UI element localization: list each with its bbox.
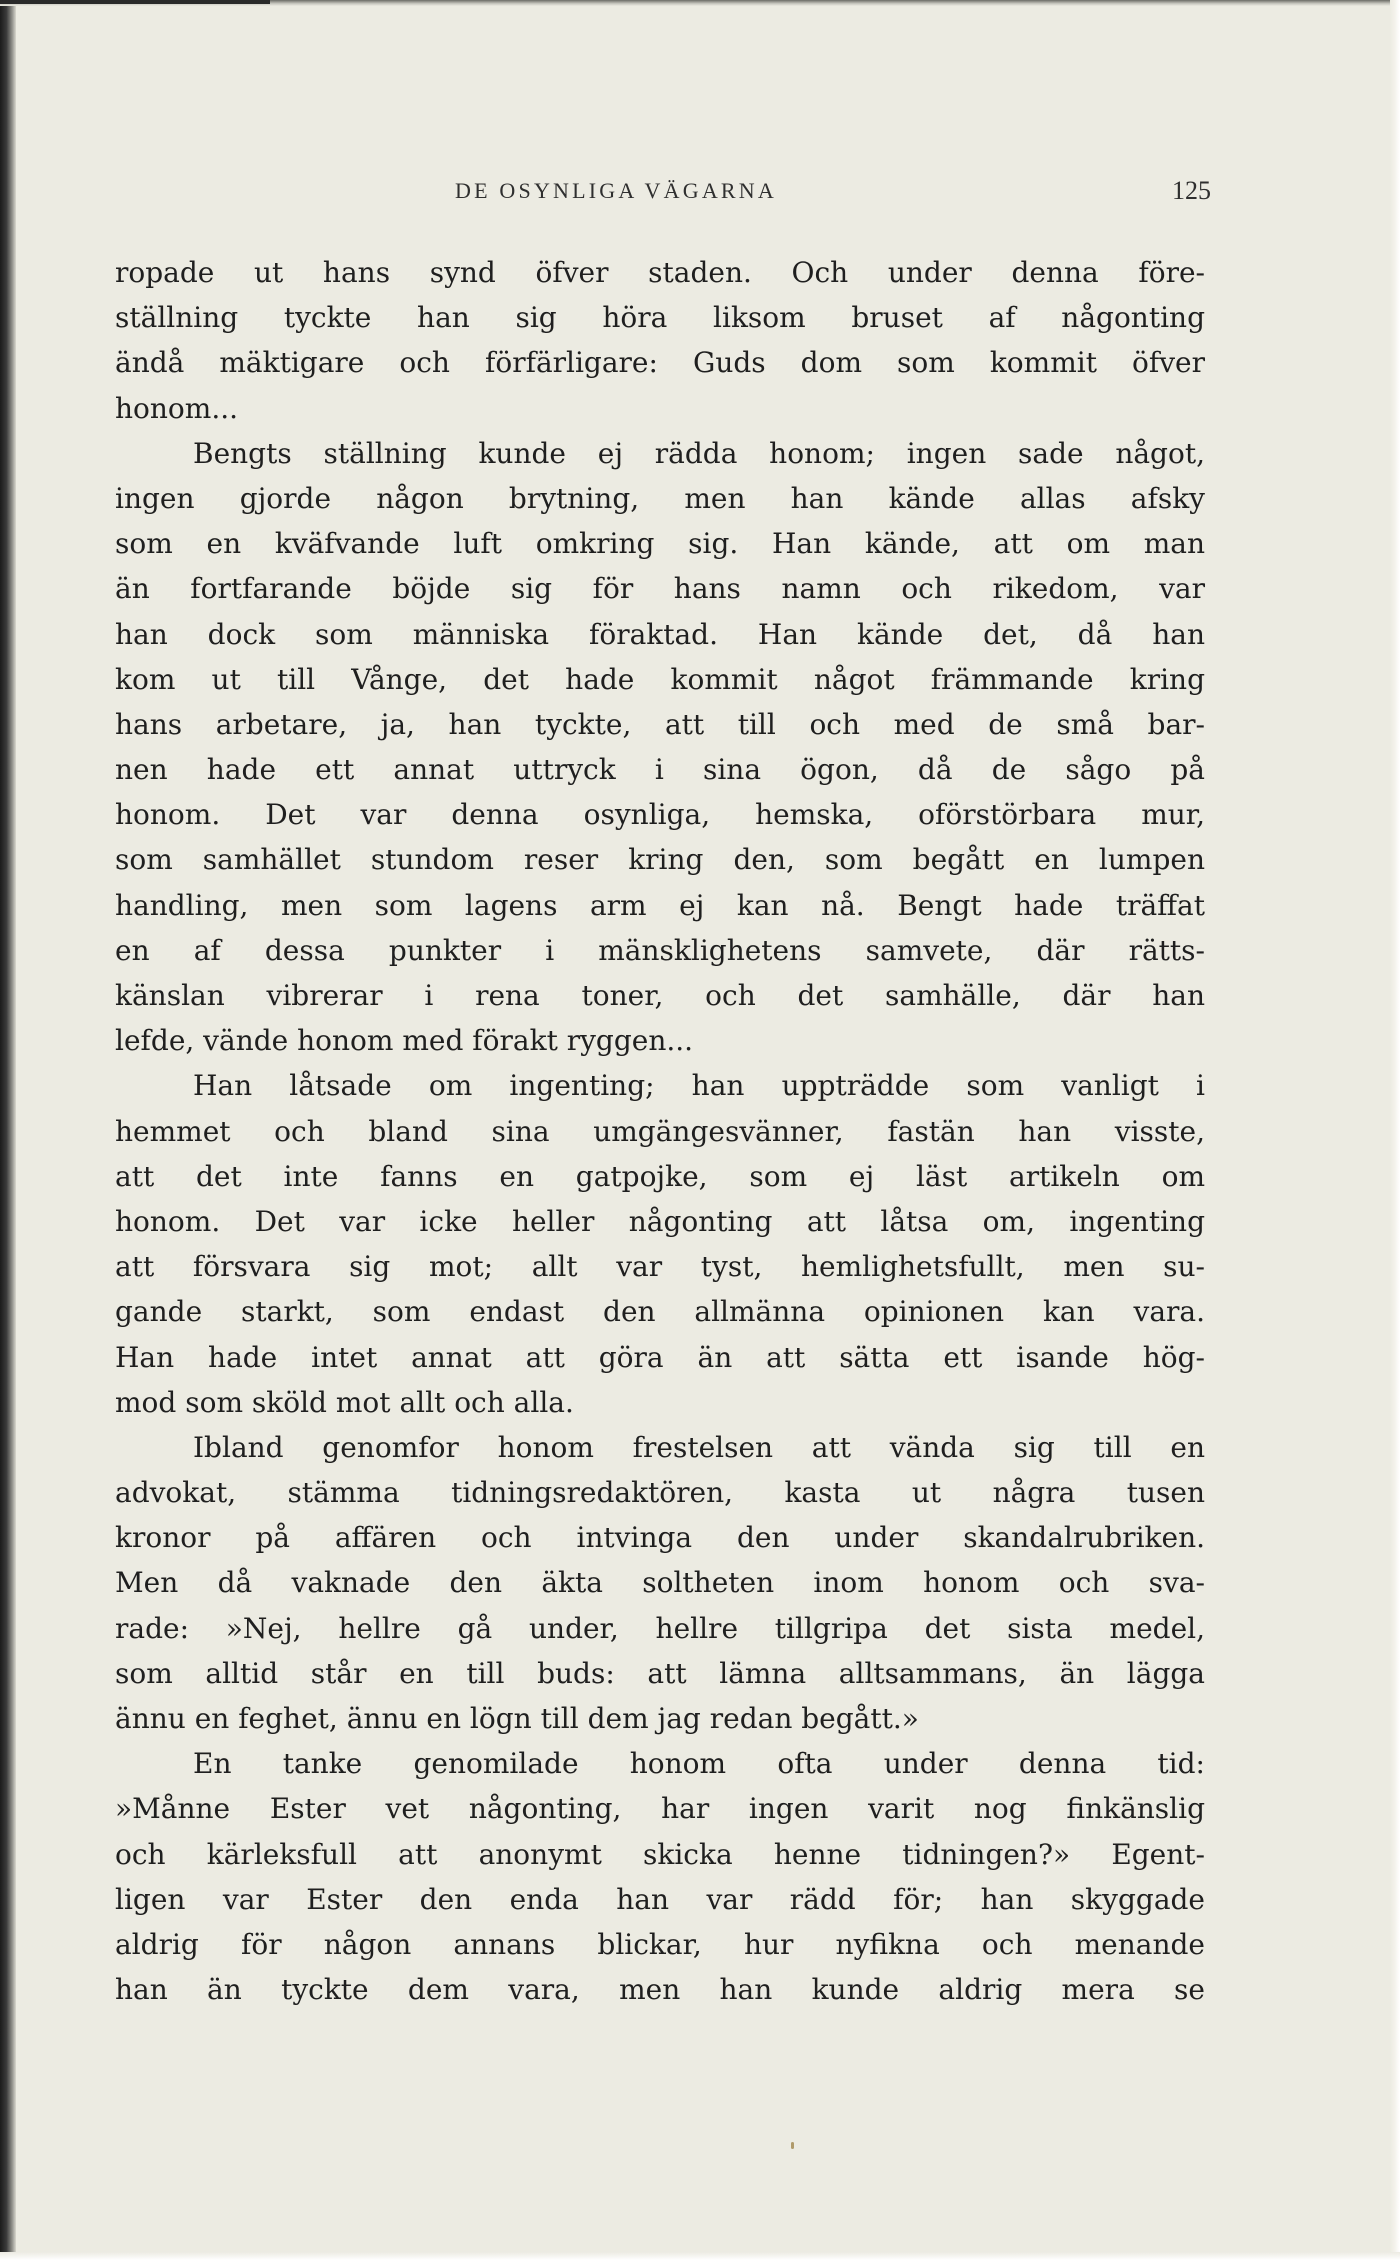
text-line: Ibland genomfor honom frestelsen att vända sig till en xyxy=(193,1430,1205,1464)
text-line: ligen var Ester den enda han var rädd för; han skyggade xyxy=(115,1882,1205,1916)
text-line: kronor på affären och intvinga den under skandalrubriken. xyxy=(115,1521,1205,1555)
text-line: och kärleksfull att anonymt skicka henne tidningen?» Egent- xyxy=(115,1837,1205,1871)
text-line: som samhället stundom reser kring den, som begått en lumpen xyxy=(115,843,1205,877)
text-line: han än tyckte dem vara, men han kunde aldrig mera se xyxy=(115,1973,1205,2007)
running-head: DE OSYNLIGA VÄGARNA xyxy=(455,178,777,203)
text-line: ingen gjorde någon brytning, men han kände allas afsky xyxy=(115,481,1205,515)
paper-speck xyxy=(791,2142,794,2149)
text-line: honom... xyxy=(115,391,239,425)
text-line: känslan vibrerar i rena toner, och det samhälle, där han xyxy=(115,979,1205,1012)
text-line: honom. Det var denna osynliga, hemska, oförstörbara mur, xyxy=(115,798,1205,832)
text-line: som en kväfvande luft omkring sig. Han kände, att om man xyxy=(115,527,1205,561)
page-left-binding-shadow xyxy=(0,0,16,2260)
text-line: än fortfarande böjde sig för hans namn och rikedom, var xyxy=(115,572,1205,606)
text-line: han dock som människa föraktad. Han kände det, då han xyxy=(115,617,1205,651)
body-text xyxy=(115,250,1205,2012)
text-line: lefde, vände honom med förakt ryggen... xyxy=(115,1024,694,1058)
text-line: ändå mäktigare och förfärligare: Guds dom som kommit öfver xyxy=(115,346,1205,380)
text-line: som alltid står en till buds: att lämna alltsammans, än lägga xyxy=(115,1656,1205,1690)
text-line: En tanke genomilade honom ofta under denna tid: xyxy=(193,1747,1205,1781)
text-line: hemmet och bland sina umgängesvänner, fastän han visste, xyxy=(115,1114,1205,1148)
text-line: en af dessa punkter i mänsklighetens samvete, där rätts- xyxy=(115,933,1205,967)
text-line: »Månne Ester vet någonting, har ingen varit nog finkänslig xyxy=(115,1792,1205,1826)
page-right-edge xyxy=(1390,0,1400,2260)
text-line: hans arbetare, ja, han tyckte, att till och med de små bar- xyxy=(115,707,1205,741)
text-line: kom ut till Vånge, det hade kommit något främmande kring xyxy=(115,662,1205,696)
text-line: att försvara sig mot; allt var tyst, hemlighetsfullt, men su- xyxy=(115,1250,1205,1284)
text-line: Han låtsade om ingenting; han uppträdde som vanligt i xyxy=(193,1069,1205,1103)
text-line: ropade ut hans synd öfver staden. Och under denna före- xyxy=(115,256,1205,289)
text-line: att det inte fanns en gatpojke, som ej läst artikeln om xyxy=(115,1159,1205,1193)
text-line: Bengts ställning kunde ej rädda honom; ingen sade något, xyxy=(193,436,1205,470)
text-line: ställning tyckte han sig höra liksom bruset af någonting xyxy=(115,301,1205,335)
page-header xyxy=(455,175,1211,207)
text-line: ännu en feghet, ännu en lögn till dem jag redan begått.» xyxy=(115,1702,919,1735)
text-line: Han hade intet annat att göra än att sätta ett isande hög- xyxy=(115,1340,1205,1374)
text-line: aldrig för någon annans blickar, hur nyfikna och menande xyxy=(115,1927,1205,1961)
text-line: nen hade ett annat uttryck i sina ögon, då de sågo på xyxy=(115,753,1205,787)
text-line: Men då vaknade den äkta soltheten inom honom och sva- xyxy=(115,1566,1205,1600)
page-top-dark-strip xyxy=(0,0,270,4)
page-bottom-edge xyxy=(0,2252,1400,2260)
text-line: rade: »Nej, hellre gå under, hellre tillgripa det sista medel, xyxy=(115,1611,1205,1645)
text-line: handling, men som lagens arm ej kan nå. Bengt hade träffat xyxy=(115,888,1205,922)
text-line: honom. Det var icke heller någonting att låtsa om, ingenting xyxy=(115,1204,1205,1238)
text-line: advokat, stämma tidningsredaktören, kasta ut några tusen xyxy=(115,1476,1205,1510)
page-number: 125 xyxy=(1172,176,1211,205)
text-line: gande starkt, som endast den allmänna opinionen kan vara. xyxy=(115,1295,1205,1329)
text-line: mod som sköld mot allt och alla. xyxy=(115,1385,574,1419)
